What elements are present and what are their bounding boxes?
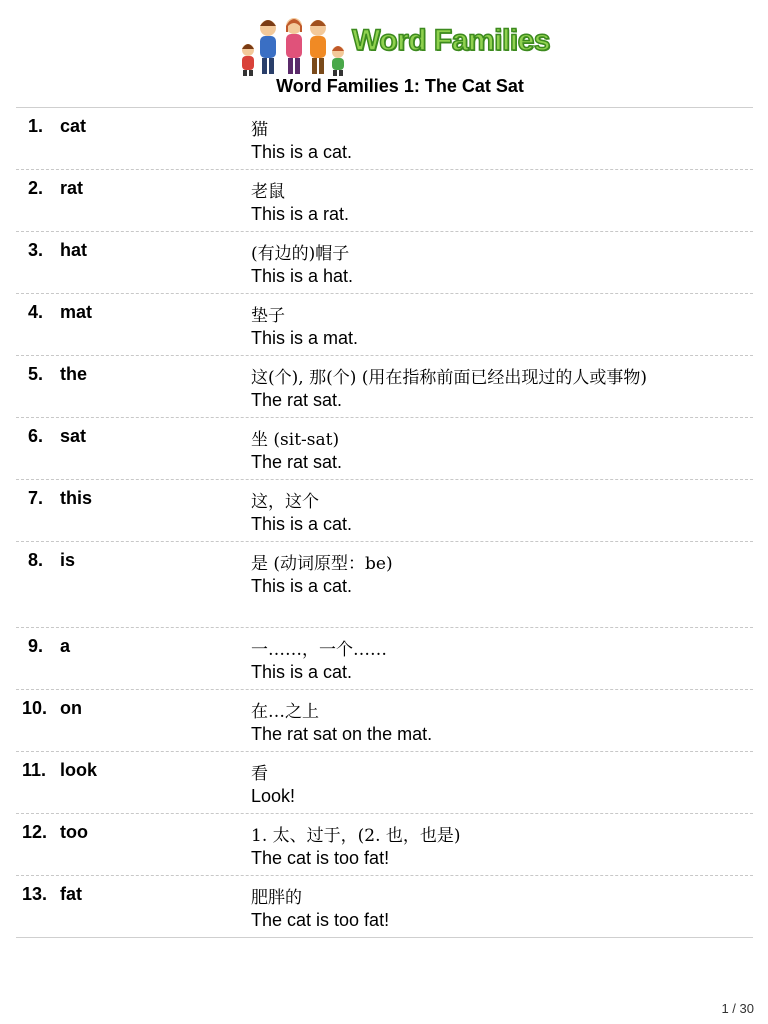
item-number: 8. bbox=[28, 550, 44, 570]
chinese-meaning: 这(个), 那(个) (用在指称前面已经出现过的人或事物) bbox=[251, 368, 648, 388]
vocabulary-word: mat bbox=[60, 302, 93, 322]
vocabulary-word: sat bbox=[60, 426, 87, 446]
example-sentence: The rat sat on the mat. bbox=[251, 724, 433, 744]
list-item bbox=[16, 356, 753, 418]
item-number: 6. bbox=[28, 426, 44, 446]
example-sentence: This is a cat. bbox=[251, 514, 353, 534]
example-sentence: Look! bbox=[251, 786, 296, 806]
list-item bbox=[16, 628, 753, 690]
example-sentence: This is a mat. bbox=[251, 328, 359, 348]
item-number: 12. bbox=[22, 822, 48, 842]
list-item bbox=[16, 752, 753, 814]
example-sentence: The rat sat. bbox=[251, 452, 343, 472]
header bbox=[0, 12, 768, 108]
item-number: 5. bbox=[28, 364, 44, 384]
example-sentence: The cat is too fat! bbox=[251, 848, 390, 868]
item-number: 4. bbox=[28, 302, 44, 322]
vocabulary-word: cat bbox=[60, 116, 87, 136]
list-item bbox=[16, 480, 753, 542]
example-sentence: This is a hat. bbox=[251, 266, 354, 286]
vocabulary-word: the bbox=[60, 364, 87, 384]
vocabulary-word: is bbox=[60, 550, 76, 570]
list-item bbox=[16, 814, 753, 876]
chinese-meaning: 垫子 bbox=[251, 306, 285, 326]
chinese-meaning: 这，这个 bbox=[251, 492, 319, 512]
list-item bbox=[16, 542, 753, 628]
logo-text: Word Families bbox=[352, 24, 550, 57]
item-number: 3. bbox=[28, 240, 44, 260]
chinese-meaning: 猫 bbox=[251, 120, 268, 140]
list-item bbox=[16, 170, 753, 232]
family-illustration-icon bbox=[234, 14, 354, 78]
chinese-meaning: (有边的)帽子 bbox=[251, 244, 350, 264]
chinese-meaning: 看 bbox=[251, 764, 268, 784]
item-number: 1. bbox=[28, 116, 44, 136]
vocabulary-word: look bbox=[60, 760, 98, 780]
chinese-meaning: 1. 太、过于，(2. 也，也是) bbox=[251, 826, 461, 846]
list-item bbox=[16, 690, 753, 752]
chinese-meaning: 一……，一个…… bbox=[251, 640, 387, 660]
vocabulary-word: a bbox=[60, 636, 71, 656]
page-indicator: 1 / 30 bbox=[721, 1001, 754, 1016]
example-sentence: The cat is too fat! bbox=[251, 910, 390, 930]
item-number: 2. bbox=[28, 178, 44, 198]
vocabulary-list bbox=[16, 108, 753, 938]
item-number: 7. bbox=[28, 488, 44, 508]
example-sentence: This is a cat. bbox=[251, 142, 353, 162]
example-sentence: This is a cat. bbox=[251, 662, 353, 682]
item-number: 9. bbox=[28, 636, 44, 656]
chinese-meaning: 肥胖的 bbox=[251, 888, 302, 908]
vocabulary-word: this bbox=[60, 488, 93, 508]
list-item bbox=[16, 108, 753, 170]
list-item bbox=[16, 876, 753, 938]
page-title: Word Families 1: The Cat Sat bbox=[276, 76, 524, 96]
chinese-meaning: 坐 (sit-sat) bbox=[251, 430, 340, 450]
example-sentence: This is a cat. bbox=[251, 576, 353, 596]
list-item bbox=[16, 232, 753, 294]
vocabulary-word: on bbox=[60, 698, 82, 718]
item-number: 13. bbox=[22, 884, 48, 904]
list-item bbox=[16, 294, 753, 356]
list-item bbox=[16, 418, 753, 480]
example-sentence: This is a rat. bbox=[251, 204, 350, 224]
vocabulary-word: rat bbox=[60, 178, 84, 198]
word-families-logo bbox=[234, 14, 550, 78]
chinese-meaning: 是 (动词原型：be) bbox=[251, 554, 393, 574]
item-number: 10. bbox=[22, 698, 48, 718]
vocabulary-word: hat bbox=[60, 240, 87, 260]
vocabulary-word: too bbox=[60, 822, 88, 842]
chinese-meaning: 在…之上 bbox=[251, 702, 319, 722]
example-sentence: The rat sat. bbox=[251, 390, 343, 410]
vocabulary-word: fat bbox=[60, 884, 82, 904]
item-number: 11. bbox=[22, 760, 47, 780]
chinese-meaning: 老鼠 bbox=[251, 182, 285, 202]
